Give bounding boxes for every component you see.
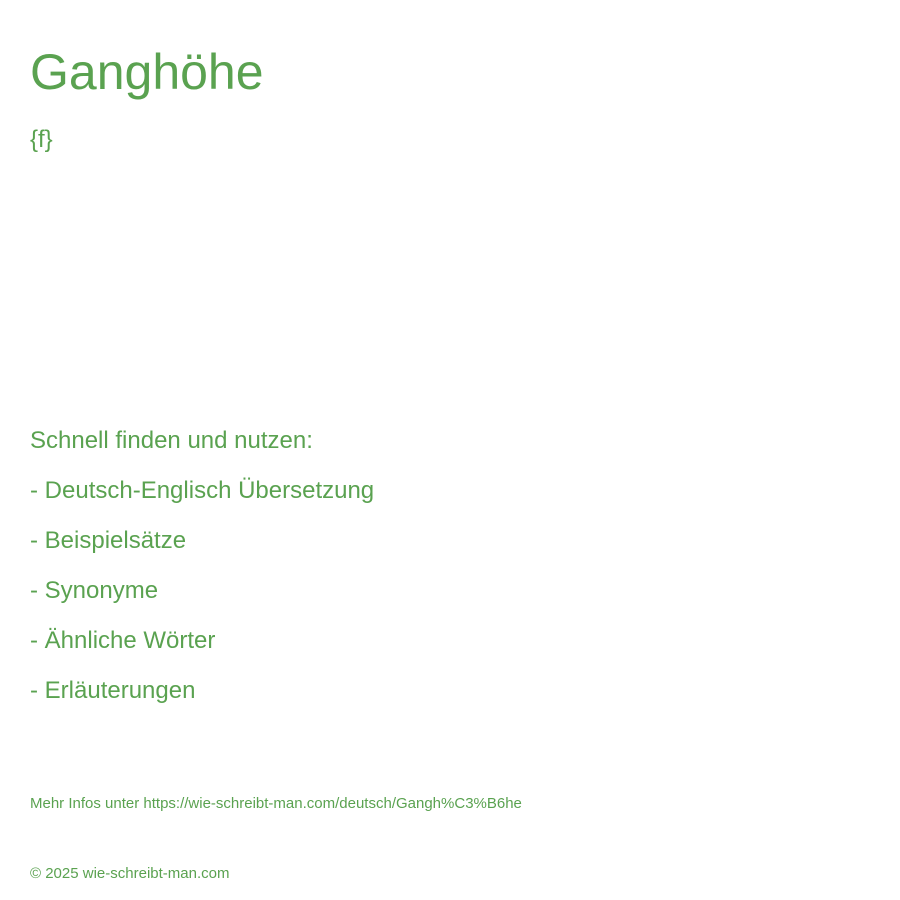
- page-title: Ganghöhe: [30, 44, 264, 100]
- copyright-text: © 2025 wie-schreibt-man.com: [30, 865, 230, 882]
- feature-item-explanations: - Erläuterungen: [30, 677, 196, 704]
- feature-item-similar-words: - Ähnliche Wörter: [30, 627, 216, 654]
- feature-item-example-sentences: - Beispielsätze: [30, 527, 187, 554]
- more-info-text: Mehr Infos unter https://wie-schreibt-man.com/deutsch/Gangh%C3%B6he: [30, 795, 522, 812]
- features-list: [30, 474, 374, 724]
- gender-label: {f}: [30, 126, 53, 153]
- feature-item-translation: - Deutsch-Englisch Übersetzung: [30, 477, 375, 504]
- feature-item-synonyms: - Synonyme: [30, 577, 159, 604]
- features-heading: Schnell finden und nutzen:: [30, 427, 313, 454]
